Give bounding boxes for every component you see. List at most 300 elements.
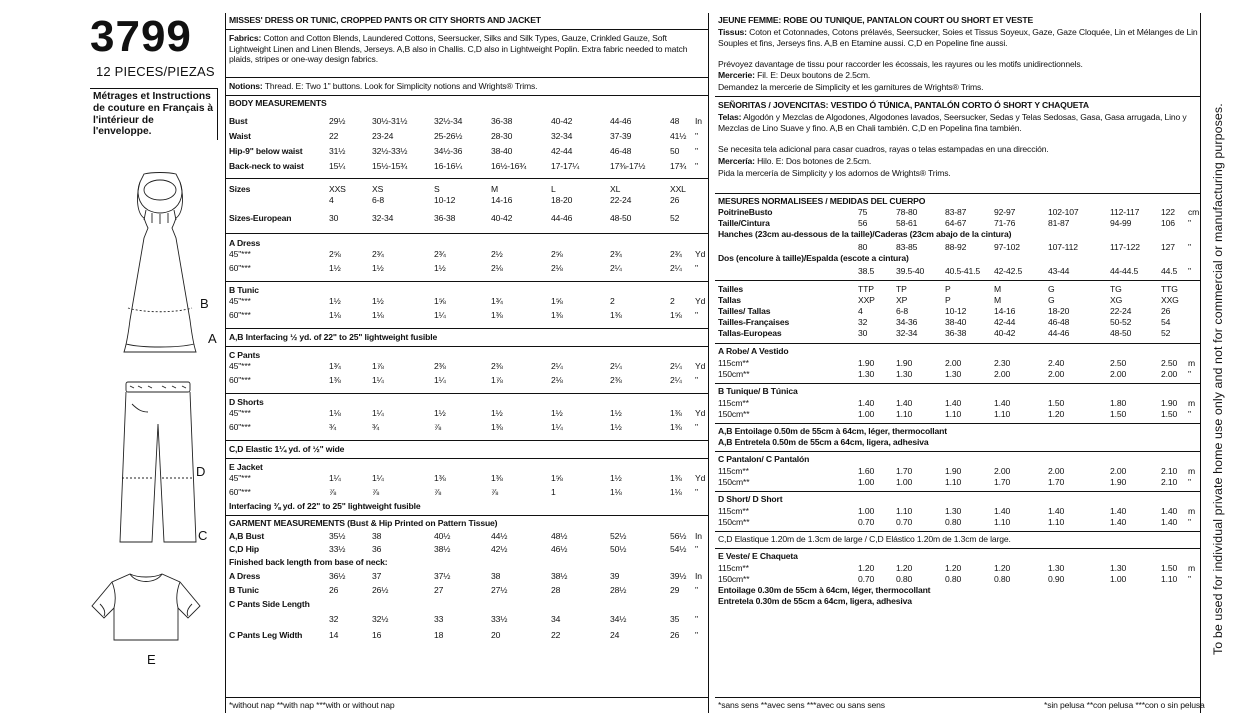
cell-value: 17¾: [670, 161, 687, 171]
cell-value: 15¼: [329, 161, 346, 171]
notions-label: Notions:: [229, 81, 263, 91]
cell-value: 1¼: [551, 422, 563, 432]
footnote-fr: *sans sens **avec sens ***avec ou sans sens: [718, 700, 885, 710]
divider: [226, 515, 708, 516]
cell-value: M: [491, 184, 499, 194]
row-label: Tailles/ Tallas: [718, 306, 771, 316]
cell-value: 1½: [372, 296, 384, 306]
table-row: [229, 614, 706, 625]
cell-value: 1½: [551, 408, 563, 418]
unit: Yd: [695, 473, 706, 483]
row-label: 150cm**: [718, 477, 750, 487]
cell-value: 1.40: [1161, 517, 1178, 527]
row-label: Hip-9" below waist: [229, 146, 303, 156]
cell-value: 1.50: [1161, 563, 1178, 573]
table-row: [229, 296, 706, 307]
cell-value: 2.00: [1110, 369, 1127, 379]
table-row: [229, 585, 706, 596]
cell-value: 1.90: [1110, 477, 1127, 487]
size-row: [718, 328, 1198, 339]
cell-value: 30½-31½: [372, 116, 408, 126]
row-label: 115cm**: [718, 506, 749, 516]
cell-value: ⅞: [491, 487, 499, 497]
footnote-es: *sin pelusa **con pelusa ***con o sin pelusa: [1044, 700, 1205, 710]
cell-value: 50-52: [1110, 317, 1132, 327]
cell-value: 50½: [610, 544, 627, 554]
cell-value: 71-76: [994, 218, 1016, 228]
cell-value: 33½: [491, 614, 508, 624]
cell-value: XXP: [858, 295, 875, 305]
cell-value: 0.80: [994, 574, 1011, 584]
cell-value: 6-8: [372, 195, 384, 205]
merceria-text: Hilo. E: Dos botones de 2.5cm.: [757, 156, 872, 166]
sizes-row: [229, 195, 706, 206]
cell-value: 1.00: [858, 477, 875, 487]
cell-value: 1⅜: [491, 422, 503, 432]
cell-value: 2.30: [994, 358, 1011, 368]
table-row: [229, 571, 706, 582]
cell-value: 1.10: [945, 477, 962, 487]
metric-yardage-heading: A Robe/ A Vestido: [718, 346, 789, 356]
metric-yardage-heading: D Short/ D Short: [718, 494, 783, 504]
unit: ": [695, 161, 698, 171]
row-label: Tallas-Europeas: [718, 328, 782, 338]
cell-value: 64-67: [945, 218, 967, 228]
cell-value: 1.30: [945, 369, 962, 379]
cell-value: 36½: [329, 571, 346, 581]
unit: ": [1188, 218, 1191, 228]
cell-value: 1.70: [994, 477, 1011, 487]
cell-value: 1¼: [372, 408, 384, 418]
cell-value: 38½: [551, 571, 568, 581]
cell-value: 1½: [610, 473, 622, 483]
cell-value: 0.80: [896, 574, 913, 584]
cell-value: 2.10: [1161, 477, 1178, 487]
cell-value: 1.90: [945, 466, 962, 476]
cell-value: 27½: [491, 585, 508, 595]
cell-value: 1.40: [858, 398, 875, 408]
cell-value: 2.40: [1048, 358, 1065, 368]
row-label: 60"***: [229, 375, 251, 385]
cell-value: 1.10: [994, 517, 1011, 527]
cell-value: 14-16: [491, 195, 513, 205]
cell-value: 17⅜-17½: [610, 161, 646, 171]
cell-value: 1.40: [896, 398, 913, 408]
cell-value: 2.00: [1048, 466, 1065, 476]
cell-value: 44-46: [551, 213, 573, 223]
telas-extra: Se necesita tela adicional para casar cuadros, rayas o telas estampadas en una dirección.: [718, 144, 1049, 154]
cell-value: 1⅝: [551, 296, 563, 306]
cell-value: 1.10: [945, 409, 962, 419]
cell-value: ¾: [329, 422, 337, 432]
usage-restriction-note: To be used for individual private home use only and not for commercial or manufacturing purposes.: [1211, 103, 1225, 655]
tissus-paragraph: [718, 27, 1198, 48]
cell-value: 1.90: [858, 358, 875, 368]
entretela-ab: A,B Entretela 0.50m de 55cm a 64cm, ligera, adhesiva: [718, 437, 929, 447]
table-row: [718, 563, 1198, 574]
unit: m: [1188, 398, 1196, 408]
cell-value: 32-34: [372, 213, 394, 223]
french-instructions-note: Métrages et Instructions de couture en Français à l'intérieur de l'enveloppe.: [90, 88, 218, 140]
table-row: [229, 146, 706, 157]
cell-value: TTG: [1161, 284, 1178, 294]
unit: ": [695, 131, 698, 141]
cell-value: 25-26½: [434, 131, 463, 141]
cell-value: 1: [551, 487, 556, 497]
cell-value: S: [434, 184, 440, 194]
cell-value: 1½: [434, 263, 446, 273]
cell-value: 23-24: [372, 131, 394, 141]
unit: Yd: [695, 408, 706, 418]
pieces-count: 12 PIECES/PIEZAS: [96, 64, 215, 79]
metric-yardage-heading: B Tunique/ B Túnica: [718, 386, 798, 396]
cell-value: 1.30: [1048, 563, 1065, 573]
fabrics-paragraph: [229, 33, 706, 65]
cell-value: 2.50: [1110, 358, 1127, 368]
cell-value: 1¼: [434, 310, 446, 320]
cell-value: 1.30: [945, 506, 962, 516]
interfacing-ab: A,B Interfacing ½ yd. of 22" to 25" lightweight fusible: [229, 332, 438, 342]
cell-value: 10-12: [945, 306, 967, 316]
divider: [715, 531, 1200, 532]
divider: [715, 491, 1200, 492]
size-row: [718, 306, 1198, 317]
row-label: 115cm**: [718, 398, 749, 408]
cell-value: 2: [670, 296, 675, 306]
cell-value: 1.20: [896, 563, 913, 573]
row-label: 45"***: [229, 249, 251, 259]
divider: [715, 548, 1200, 549]
cell-value: 2: [610, 296, 615, 306]
cell-value: ¾: [372, 422, 380, 432]
cell-value: 1⅞: [372, 361, 384, 371]
view-label-c: C: [198, 528, 208, 543]
cell-value: XS: [372, 184, 384, 194]
cell-value: 29½: [329, 116, 346, 126]
telas-text: Algodón y Mezclas de Algodones, Algodones lavados, Seersucker, Sedas y Telas Sedosas, Gasa, Gasa arrugada, Lino y Mezclas de Lino Suave y fino. A,B en Chali también. C,D en Popelina fina también.: [718, 112, 1187, 133]
table-row: [718, 218, 1198, 229]
cell-value: 30: [329, 213, 339, 223]
unit: Yd: [695, 249, 706, 259]
cell-value: 0.80: [945, 517, 962, 527]
cell-value: 2.00: [1161, 369, 1178, 379]
cell-value: 1.20: [945, 563, 962, 573]
cell-value: 38: [491, 571, 501, 581]
cell-value: 2¼: [551, 361, 563, 371]
cell-value: L: [551, 184, 556, 194]
french-spanish-section: [715, 13, 1205, 713]
tissus-text: Coton et Cotonnades, Cotons prélavés, Seersucker, Soies et Tissus Soyeux, Gaze, Gaze Cloquée, Lin et Mélanges de Lin Souples et fins, Jerseys fins. A,B en Etamine aussi. C,D en Popeline fine aussi.: [718, 27, 1198, 48]
cell-value: 37-39: [610, 131, 632, 141]
cell-value: G: [1048, 284, 1055, 294]
divider: [226, 346, 708, 347]
cell-value: 2⅝: [329, 249, 341, 259]
divider: [715, 697, 1200, 698]
cell-value: 41½: [670, 131, 687, 141]
cell-value: 39½: [670, 571, 687, 581]
english-section: [225, 13, 709, 713]
cell-value: 1⅜: [491, 473, 503, 483]
cell-value: 18-20: [551, 195, 573, 205]
cell-value: 27: [434, 585, 444, 595]
cell-value: 48: [670, 116, 680, 126]
cell-value: 46-48: [610, 146, 632, 156]
tissus-extra: Prévoyez davantage de tissu pour raccorder les écossais, les rayures ou les motifs unidirectionnels.: [718, 59, 1083, 69]
size-row: [718, 317, 1198, 328]
cell-value: 40-42: [491, 213, 513, 223]
cell-value: 2.00: [994, 369, 1011, 379]
cell-value: 26: [670, 630, 680, 640]
view-label-b: B: [200, 296, 209, 311]
view-label-d: D: [196, 464, 206, 479]
cell-value: 37½: [434, 571, 451, 581]
unit: ": [695, 585, 698, 595]
cell-value: 1⅜: [610, 310, 622, 320]
cell-value: 1⅝: [551, 473, 563, 483]
cell-value: 38-40: [491, 146, 513, 156]
cell-value: 1⅜: [551, 310, 563, 320]
unit: ": [1188, 369, 1191, 379]
row-label: Tailles-Françaises: [718, 317, 790, 327]
row-label: 150cm**: [718, 574, 750, 584]
cell-value: 1.30: [858, 369, 875, 379]
cell-value: 22: [329, 131, 339, 141]
cell-value: 1.90: [1161, 398, 1178, 408]
unit: In: [695, 116, 702, 126]
cell-value: 1.20: [994, 563, 1011, 573]
table-row: [718, 574, 1198, 585]
telas-label: Telas:: [718, 112, 742, 122]
cell-value: 2⅜: [434, 361, 446, 371]
table-row: [718, 506, 1198, 517]
elastic-cd: C,D Elastic 1¼ yd. of ½" wide: [229, 444, 345, 454]
cell-value: M: [994, 295, 1002, 305]
metric-yardage-heading: C Pantalon/ C Pantalón: [718, 454, 810, 464]
table-row: [229, 263, 706, 274]
cell-value: 36-38: [945, 328, 967, 338]
cell-value: 1.50: [1110, 409, 1127, 419]
cell-value: ⅞: [372, 487, 380, 497]
cell-value: 32-34: [551, 131, 573, 141]
cell-value: 1.10: [994, 409, 1011, 419]
cell-value: TP: [896, 284, 907, 294]
row-label: 60"***: [229, 422, 251, 432]
cell-value: 48-50: [610, 213, 632, 223]
cell-value: 1.70: [1048, 477, 1065, 487]
unit: ": [695, 422, 698, 432]
cell-value: 29: [670, 585, 680, 595]
divider: [715, 343, 1200, 344]
cell-value: 1.40: [1161, 506, 1178, 516]
body-measurements-heading: BODY MEASUREMENTS: [229, 98, 327, 108]
cell-value: P: [945, 295, 951, 305]
row-label: 115cm**: [718, 563, 749, 573]
garment-measurements-heading: GARMENT MEASUREMENTS (Bust & Hip Printed on Pattern Tissue): [229, 518, 498, 528]
cell-value: 106: [1161, 218, 1175, 228]
cell-value: 42-42.5: [994, 266, 1023, 276]
cell-value: 52: [1161, 328, 1171, 338]
cell-value: 44-46: [610, 116, 632, 126]
back-length-heading: Finished back length from base of neck:: [229, 557, 388, 567]
yardage-heading: E Jacket: [229, 462, 263, 472]
cell-value: 1¾: [329, 361, 341, 371]
cell-value: 2¾: [434, 249, 446, 259]
view-label-a: A: [208, 331, 217, 346]
cell-value: 2.50: [1161, 358, 1178, 368]
cell-value: 1.50: [1048, 398, 1065, 408]
dress-illustration: [110, 168, 210, 358]
cell-value: 28½: [610, 585, 627, 595]
table-row: [229, 161, 706, 172]
cell-value: ⅞: [329, 487, 337, 497]
unit: ": [695, 630, 698, 640]
cell-value: 31½: [329, 146, 346, 156]
cell-value: 28-30: [491, 131, 513, 141]
cell-value: 88-92: [945, 242, 967, 252]
divider: [226, 697, 708, 698]
divider: [715, 383, 1200, 384]
table-row: [229, 249, 706, 260]
cell-value: 28: [551, 585, 561, 595]
merceria-label: Mercería:: [718, 156, 755, 166]
mercerie-label: Mercerie:: [718, 70, 755, 80]
entoilage-e: Entoilage 0.30m de 55cm à 64cm, léger, thermocollant: [718, 585, 931, 595]
unit: m: [1188, 563, 1196, 573]
cell-value: 1½: [610, 408, 622, 418]
cell-value: 39.5-40: [896, 266, 925, 276]
cell-value: 1.40: [1110, 506, 1127, 516]
cell-value: 40.5-41.5: [945, 266, 980, 276]
cell-value: 1.20: [858, 563, 875, 573]
mercerie-text: Fil. E: Deux boutons de 2.5cm.: [757, 70, 871, 80]
pants-illustration: [108, 378, 208, 548]
cell-value: 38: [372, 531, 382, 541]
cell-value: 42-44: [551, 146, 573, 156]
cell-value: 75: [858, 207, 868, 217]
cell-value: 83-87: [945, 207, 967, 217]
unit: ": [695, 310, 698, 320]
cell-value: 1.00: [858, 409, 875, 419]
cell-value: 1.60: [858, 466, 875, 476]
cell-value: 1.50: [1161, 409, 1178, 419]
cell-value: 50: [670, 146, 680, 156]
cell-value: 14-16: [994, 306, 1016, 316]
cell-value: 0.70: [858, 574, 875, 584]
cell-value: XL: [610, 184, 621, 194]
cell-value: 1⅜: [434, 473, 446, 483]
merceria-extra: Pida la mercería de Simplicity y los adornos de Wrights® Trims.: [718, 168, 951, 178]
cell-value: 1.40: [1048, 506, 1065, 516]
row-label: 45"***: [229, 361, 251, 371]
cell-value: 127: [1161, 242, 1175, 252]
cell-value: 1½: [329, 263, 341, 273]
unit: ": [1188, 517, 1191, 527]
unit: ": [695, 614, 698, 624]
cell-value: P: [945, 284, 951, 294]
interfacing-e: Interfacing ⅜ yd. of 22" to 25" lightweight fusible: [229, 501, 421, 511]
cell-value: M: [994, 284, 1002, 294]
cell-value: XG: [1110, 295, 1123, 305]
row-label: 115cm**: [718, 358, 749, 368]
cell-value: 20: [491, 630, 501, 640]
divider: [226, 440, 708, 441]
cell-value: 1⅜: [670, 408, 682, 418]
cell-value: XXG: [1161, 295, 1179, 305]
table-row: [718, 409, 1198, 420]
table-row: [229, 361, 706, 372]
unit: ": [1188, 266, 1191, 276]
divider: [715, 280, 1200, 281]
side-length-heading: C Pants Side Length: [229, 599, 310, 609]
cell-value: 1.90: [896, 358, 913, 368]
cell-value: 83-85: [896, 242, 918, 252]
cell-value: XXS: [329, 184, 346, 194]
cell-value: 1.40: [945, 398, 962, 408]
cell-value: 56½: [670, 531, 687, 541]
row-label: 45"***: [229, 473, 251, 483]
unit: ": [695, 375, 698, 385]
row-label: 60"***: [229, 263, 251, 273]
notions-line: [229, 81, 706, 92]
cell-value: 117-122: [1110, 242, 1140, 252]
fabrics-text: Cotton and Cotton Blends, Laundered Cottons, Seersucker, Silks and Silk Types, Gauze, Crinkled Gauze, Soft Lightweight Linen and Linen Blends, Jerseys. A,B also in Challis. C,D also in Lightweight Poplin. Extra fabric needed to match plaids, stripes or one-way design fabrics.: [229, 33, 688, 65]
row-label: 60"***: [229, 487, 251, 497]
cell-value: 1.80: [1110, 398, 1127, 408]
cell-value: ⅞: [434, 487, 442, 497]
cell-value: 40-42: [551, 116, 573, 126]
cell-value: 16-16¼: [434, 161, 463, 171]
table-row: [229, 544, 706, 555]
metric-yardage-heading: E Veste/ E Chaqueta: [718, 551, 798, 561]
cell-value: 32½-34: [434, 116, 463, 126]
cell-value: 32½-33½: [372, 146, 408, 156]
cell-value: 46-48: [1048, 317, 1070, 327]
unit: ": [1188, 574, 1191, 584]
row-label: Waist: [229, 131, 251, 141]
french-title: JEUNE FEMME: ROBE OU TUNIQUE, PANTALON COURT OU SHORT ET VESTE: [718, 15, 1034, 25]
cell-value: 40-42: [994, 328, 1016, 338]
cell-value: 1½: [329, 296, 341, 306]
row-label: 150cm**: [718, 369, 750, 379]
cell-value: 0.70: [896, 517, 913, 527]
cell-value: 2.00: [945, 358, 962, 368]
yardage-heading: C Pants: [229, 350, 260, 360]
cell-value: 34½: [610, 614, 627, 624]
table-row: [229, 116, 706, 127]
cell-value: 36-38: [491, 116, 513, 126]
divider: [226, 281, 708, 282]
hanches-heading: Hanches (23cm au-dessous de la taille)/Caderas (23cm abajo de la cintura): [718, 229, 1012, 239]
cell-value: 22-24: [1110, 306, 1132, 316]
divider: [715, 423, 1200, 424]
cell-value: 26: [670, 195, 680, 205]
cell-value: TTP: [858, 284, 874, 294]
cell-value: 33: [434, 614, 444, 624]
notions-text: Thread. E: Two 1" buttons. Look for Simplicity notions and Wrights® Trims.: [264, 81, 538, 91]
cell-value: 1.10: [896, 409, 913, 419]
cell-value: 1¾: [491, 296, 503, 306]
cell-value: 1½: [491, 408, 503, 418]
cell-value: 16½-16¾: [491, 161, 527, 171]
cell-value: XP: [896, 295, 908, 305]
cell-value: 17-17¼: [551, 161, 580, 171]
table-row: [718, 369, 1198, 380]
cell-value: 1.10: [896, 506, 913, 516]
cell-value: 2¾: [670, 249, 682, 259]
unit: In: [695, 531, 702, 541]
jacket-illustration: [86, 568, 206, 648]
cell-value: 4: [858, 306, 863, 316]
